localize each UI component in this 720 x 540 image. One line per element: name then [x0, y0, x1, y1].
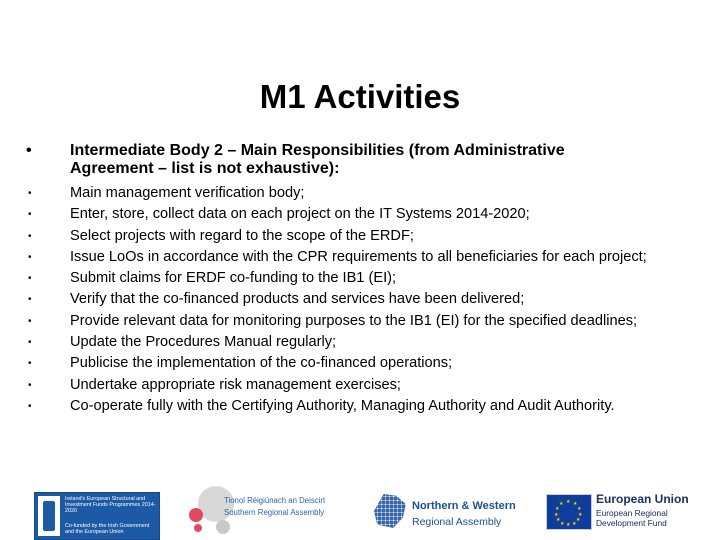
- harp-icon: [38, 496, 60, 536]
- slide-title: M1 Activities: [259, 78, 461, 115]
- esif-text: Ireland's European Structural and Investment Funds Programmes 2014-2020: [65, 496, 156, 514]
- list-item: • Undertake appropriate risk management exercises;: [28, 376, 401, 393]
- list-item: • Co-operate fully with the Certifying Authority, Managing Authority and Audit Authority.: [28, 397, 615, 414]
- logo-strip: [0, 482, 720, 540]
- erdf-name: European Regional Development Fund: [596, 508, 668, 528]
- list-item: • Select projects with regard to the scope of the ERDF;: [28, 227, 414, 244]
- eu-flag-icon: ★ ★ ★ ★ ★ ★ ★ ★ ★ ★ ★ ★: [546, 494, 592, 530]
- eu-name: European Union: [596, 492, 689, 506]
- nw-name-line1: Northern & Western: [412, 500, 516, 512]
- nw-name-line2: Regional Assembly: [412, 516, 502, 528]
- main-point-line2: Agreement – list is not exhaustive):: [70, 160, 340, 177]
- main-point-line1: Intermediate Body 2 – Main Responsibilities (from Administrative: [70, 142, 565, 159]
- list-item: • Enter, store, collect data on each project on the IT Systems 2014-2020;: [28, 206, 530, 223]
- esif-cofund-text: Co-funded by the Irish Government and the European Union: [65, 523, 150, 535]
- list-item: • Verify that the co-financed products and services have been delivered;: [28, 291, 525, 308]
- main-point: [26, 142, 666, 178]
- responsibility-list: [26, 185, 666, 419]
- southern-english-name: Southern Regional Assembly: [224, 508, 325, 517]
- southern-irish-name: Tionol Réigiúnach an Deiscirt: [224, 496, 326, 505]
- ireland-esif-logo: [34, 492, 160, 540]
- list-item: • Provide relevant data for monitoring purposes to the IB1 (EI) for the specified deadlines;: [28, 312, 638, 329]
- northern-western-assembly-logo: [372, 494, 522, 530]
- region-map-icon: [374, 494, 406, 528]
- eu-erdf-logo: [546, 490, 711, 534]
- list-item: • Publicise the implementation of the co-financed operations;: [28, 355, 453, 372]
- list-item: • Submit claims for ERDF co-funding to the IB1 (EI);: [28, 270, 397, 287]
- list-item: • Update the Procedures Manual regularly;: [28, 334, 337, 351]
- list-item: • Main management verification body;: [28, 185, 305, 201]
- list-item: • Issue LoOs in accordance with the CPR requirements to all beneficiaries for each project;: [28, 248, 647, 265]
- southern-regional-assembly-logo: [186, 484, 356, 536]
- main-bullet: •: [26, 142, 32, 159]
